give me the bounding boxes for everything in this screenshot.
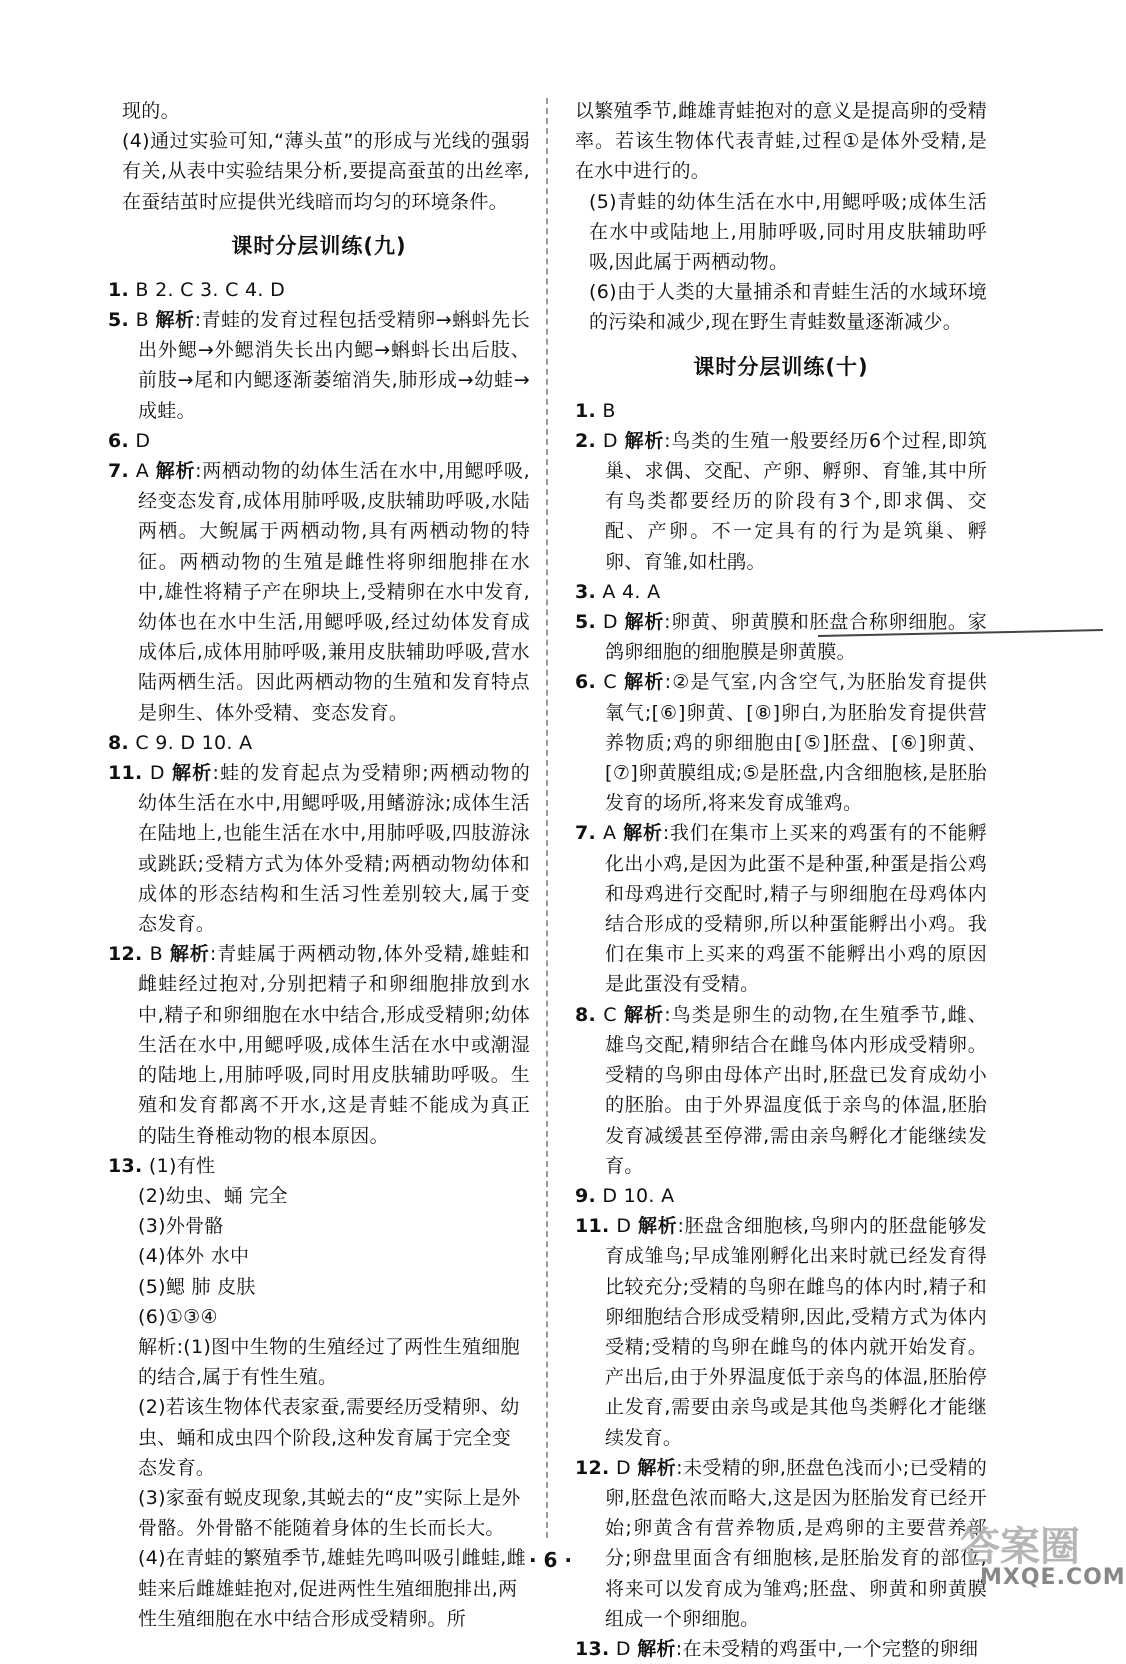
answer-item: 5. D 解析:卵黄、卵黄膜和胚盘合称卵细胞。家鸽卵细胞的细胞膜是卵黄膜。 (575, 611, 987, 664)
answer-item: 13. (1)有性 (108, 1154, 216, 1177)
answer-item: 6. D (108, 429, 151, 452)
answer-item: 2. D 解析:鸟类的生殖一般要经历6个过程,即筑巢、求偶、交配、产卵、孵卵、育雏,其中所有鸟类都要经历的阶段有3个,即求偶、交配、产卵。不一定具有的行为是筑巢、孵卵、育雏,如杜鹃。 (575, 429, 988, 573)
answer-item: 1. B 2. C 3. C 4. D (108, 278, 286, 301)
answer-item: 3. A 4. A (575, 580, 661, 603)
left-intro-line-1: 现的。 (122, 100, 180, 122)
right-intro-line-3: (6)由于人类的大量捕杀和青蛙生活的水域环境的污染和减少,现在野生青蛙数量逐渐减少。 (589, 281, 987, 334)
answer-item: 5. B 解析:青蛙的发育过程包括受精卵→蝌蚪先长出外鳃→外鳃消失长出内鳃→蝌蚪长出后肢、前肢→尾和内鳃逐渐萎缩消失,肺形成→幼蛙→成蛙。 (108, 309, 530, 422)
watermark-logo: 答案圈 (960, 1524, 1080, 1570)
answer-item: 11. D 解析:胚盘含细胞核,鸟卵内的胚盘能够发育成雏鸟;早成雏刚孵化出来时就已经发育得比较充分;受精的鸟卵在雌鸟的体内时,精子和卵细胞结合形成受精卵,因此,受精方式为体内受精;受精的鸟卵在雌鸟的体内就开始发育。产出后,由于外界温度低于亲鸟的体温,胚胎停止发育,需要由亲鸟或是其他鸟类孵化才能继续发育。 (575, 1215, 987, 1449)
q13-sub-2: (2)幼虫、蛹 完全 (138, 1184, 288, 1207)
q13-explain-3: (3)家蚕有蜕皮现象,其蜕去的“皮”实际上是外骨骼。外骨骼不能随着身体的生长而长大。 (138, 1486, 521, 1540)
q13-sub-6: (6)①③④ (138, 1305, 218, 1328)
answer-item: 12. D 解析:未受精的卵,胚盘色浅而小;已受精的卵,胚盘色浓而略大,这是因为胚胎发育已经开始;卵黄含有营养物质,是鸡卵的主要营养部分;卵盘里面含有细胞核,是胚胎发育的部位,将来可以发育成为雏鸡;胚盘、卵黄和卵黄膜组成一个卵细胞。 (575, 1456, 987, 1630)
answer-item: 8. C 9. D 10. A (108, 731, 253, 754)
answer-item: 11. D 解析:蛙的发育起点为受精卵;两栖动物的幼体生活在水中,用鳃呼吸,用鳍游泳;成体生活在陆地上,也能生活在水中,用肺呼吸,四肢游泳或跳跃;受精方式为体外受精;两栖动物幼体和成体的形态结构和生活习性差别较大,属于变态发育。 (108, 762, 530, 936)
column-divider (546, 98, 548, 1538)
q13-sub-4: (4)体外 水中 (138, 1245, 250, 1268)
answer-item: 7. A 解析:我们在集市上买来的鸡蛋有的不能孵化出小鸡,是因为此蛋不是种蛋,种蛋是指公鸡和母鸡进行交配时,精子与卵细胞在母鸡体内结合形成的受精卵,所以种蛋能孵出小鸡。我们在集市上买来的鸡蛋不能孵出小鸡的原因是此蛋没有受精。 (575, 822, 987, 996)
answer-item: 13. D 解析:在未受精的鸡蛋中,一个完整的卵细 (575, 1637, 979, 1660)
right-column (575, 96, 987, 1664)
answer-item: 6. C 解析:②是气室,内含空气,为胚胎发育提供氧气;[⑥]卵黄、[⑧]卵白,为胚胎发育提供营养物质;鸡的卵细胞由[⑤]胚盘、[⑥]卵黄、[⑦]卵黄膜组成;⑤是胚盘,内含细胞核,是胚胎发育的场所,将来发育成雏鸡。 (575, 671, 988, 815)
watermark-url: MXQE.COM (980, 1565, 1126, 1590)
section-title-9: 课时分层训练(九) (231, 233, 407, 258)
answer-item: 7. A 解析:两栖动物的幼体生活在水中,用鳃呼吸,经变态发育,成体用肺呼吸,皮肤辅助呼吸,水陆两栖。大鲵属于两栖动物,具有两栖动物的特征。两栖动物的生殖是雌性将卵细胞排在水中,雄性将精子产在卵块上,受精卵在水中发育,幼体也在水中生活,用鳃呼吸,经过幼体发育成成体后,成体用肺呼吸,兼用皮肤辅助呼吸,营水陆两栖生活。因此两栖动物的生殖和发育特点是卵生、体外受精、变态发育。 (108, 460, 530, 724)
section-title-10: 课时分层训练(十) (693, 354, 869, 379)
answer-item: 9. D 10. A (575, 1184, 675, 1207)
q13-sub-3: (3)外骨骼 (138, 1215, 224, 1238)
left-column (108, 96, 530, 1634)
answer-item: 8. C 解析:鸟类是卵生的动物,在生殖季节,雌、雄鸟交配,精卵结合在雌鸟体内形成受精卵。受精的鸟卵由母体产出时,胚盘已发育成幼小的胚胎。由于外界温度低于亲鸟的体温,胚胎发育减缓甚至停滞,需由亲鸟孵化才能继续发育。 (575, 1003, 988, 1177)
answer-item: 12. B 解析:青蛙属于两栖动物,体外受精,雄蛙和雌蛙经过抱对,分别把精子和卵细胞排放到水中,精子和卵细胞在水中结合,形成受精卵;幼体生活在水中,用鳃呼吸,成体生活在水中或潮湿的陆地上,用肺呼吸,同时用皮肤辅助呼吸。生殖和发育都离不开水,这是青蛙不能成为真正的陆生脊椎动物的根本原因。 (108, 943, 530, 1147)
answer-item: 1. B (575, 399, 616, 422)
q13-explain-2: (2)若该生物体代表家蚕,需要经历受精卵、幼虫、蛹和成虫四个阶段,这种发育属于完全变态发育。 (138, 1396, 520, 1479)
page-number: · 6 · (528, 1548, 573, 1572)
right-intro-line-1: 以繁殖季节,雌雄青蛙抱对的意义是提高卵的受精率。若该生物体代表青蛙,过程①是体外受精,是在水中进行的。 (575, 100, 987, 183)
q13-explain-4: (4)在青蛙的繁殖季节,雄蛙先鸣叫吸引雌蛙,雌蛙来后雌雄蛙抱对,促进两性生殖细胞排出,两性生殖细胞在水中结合形成受精卵。所 (138, 1547, 526, 1630)
q13-sub-5: (5)鳃 肺 皮肤 (138, 1275, 256, 1298)
right-intro-line-2: (5)青蛙的幼体生活在水中,用鳃呼吸;成体生活在水中或陆地上,用肺呼吸,同时用皮肤辅助呼吸,因此属于两栖动物。 (589, 190, 987, 274)
q13-explain-1: 解析:(1)图中生物的生殖经过了两性生殖细胞的结合,属于有性生殖。 (138, 1335, 520, 1389)
left-intro-line-2: (4)通过实验可知,“薄头茧”的形成与光线的强弱有关,从表中实验结果分析,要提高蚕茧的出丝率,在蚕结茧时应提供光线暗而均匀的环境条件。 (122, 130, 530, 213)
